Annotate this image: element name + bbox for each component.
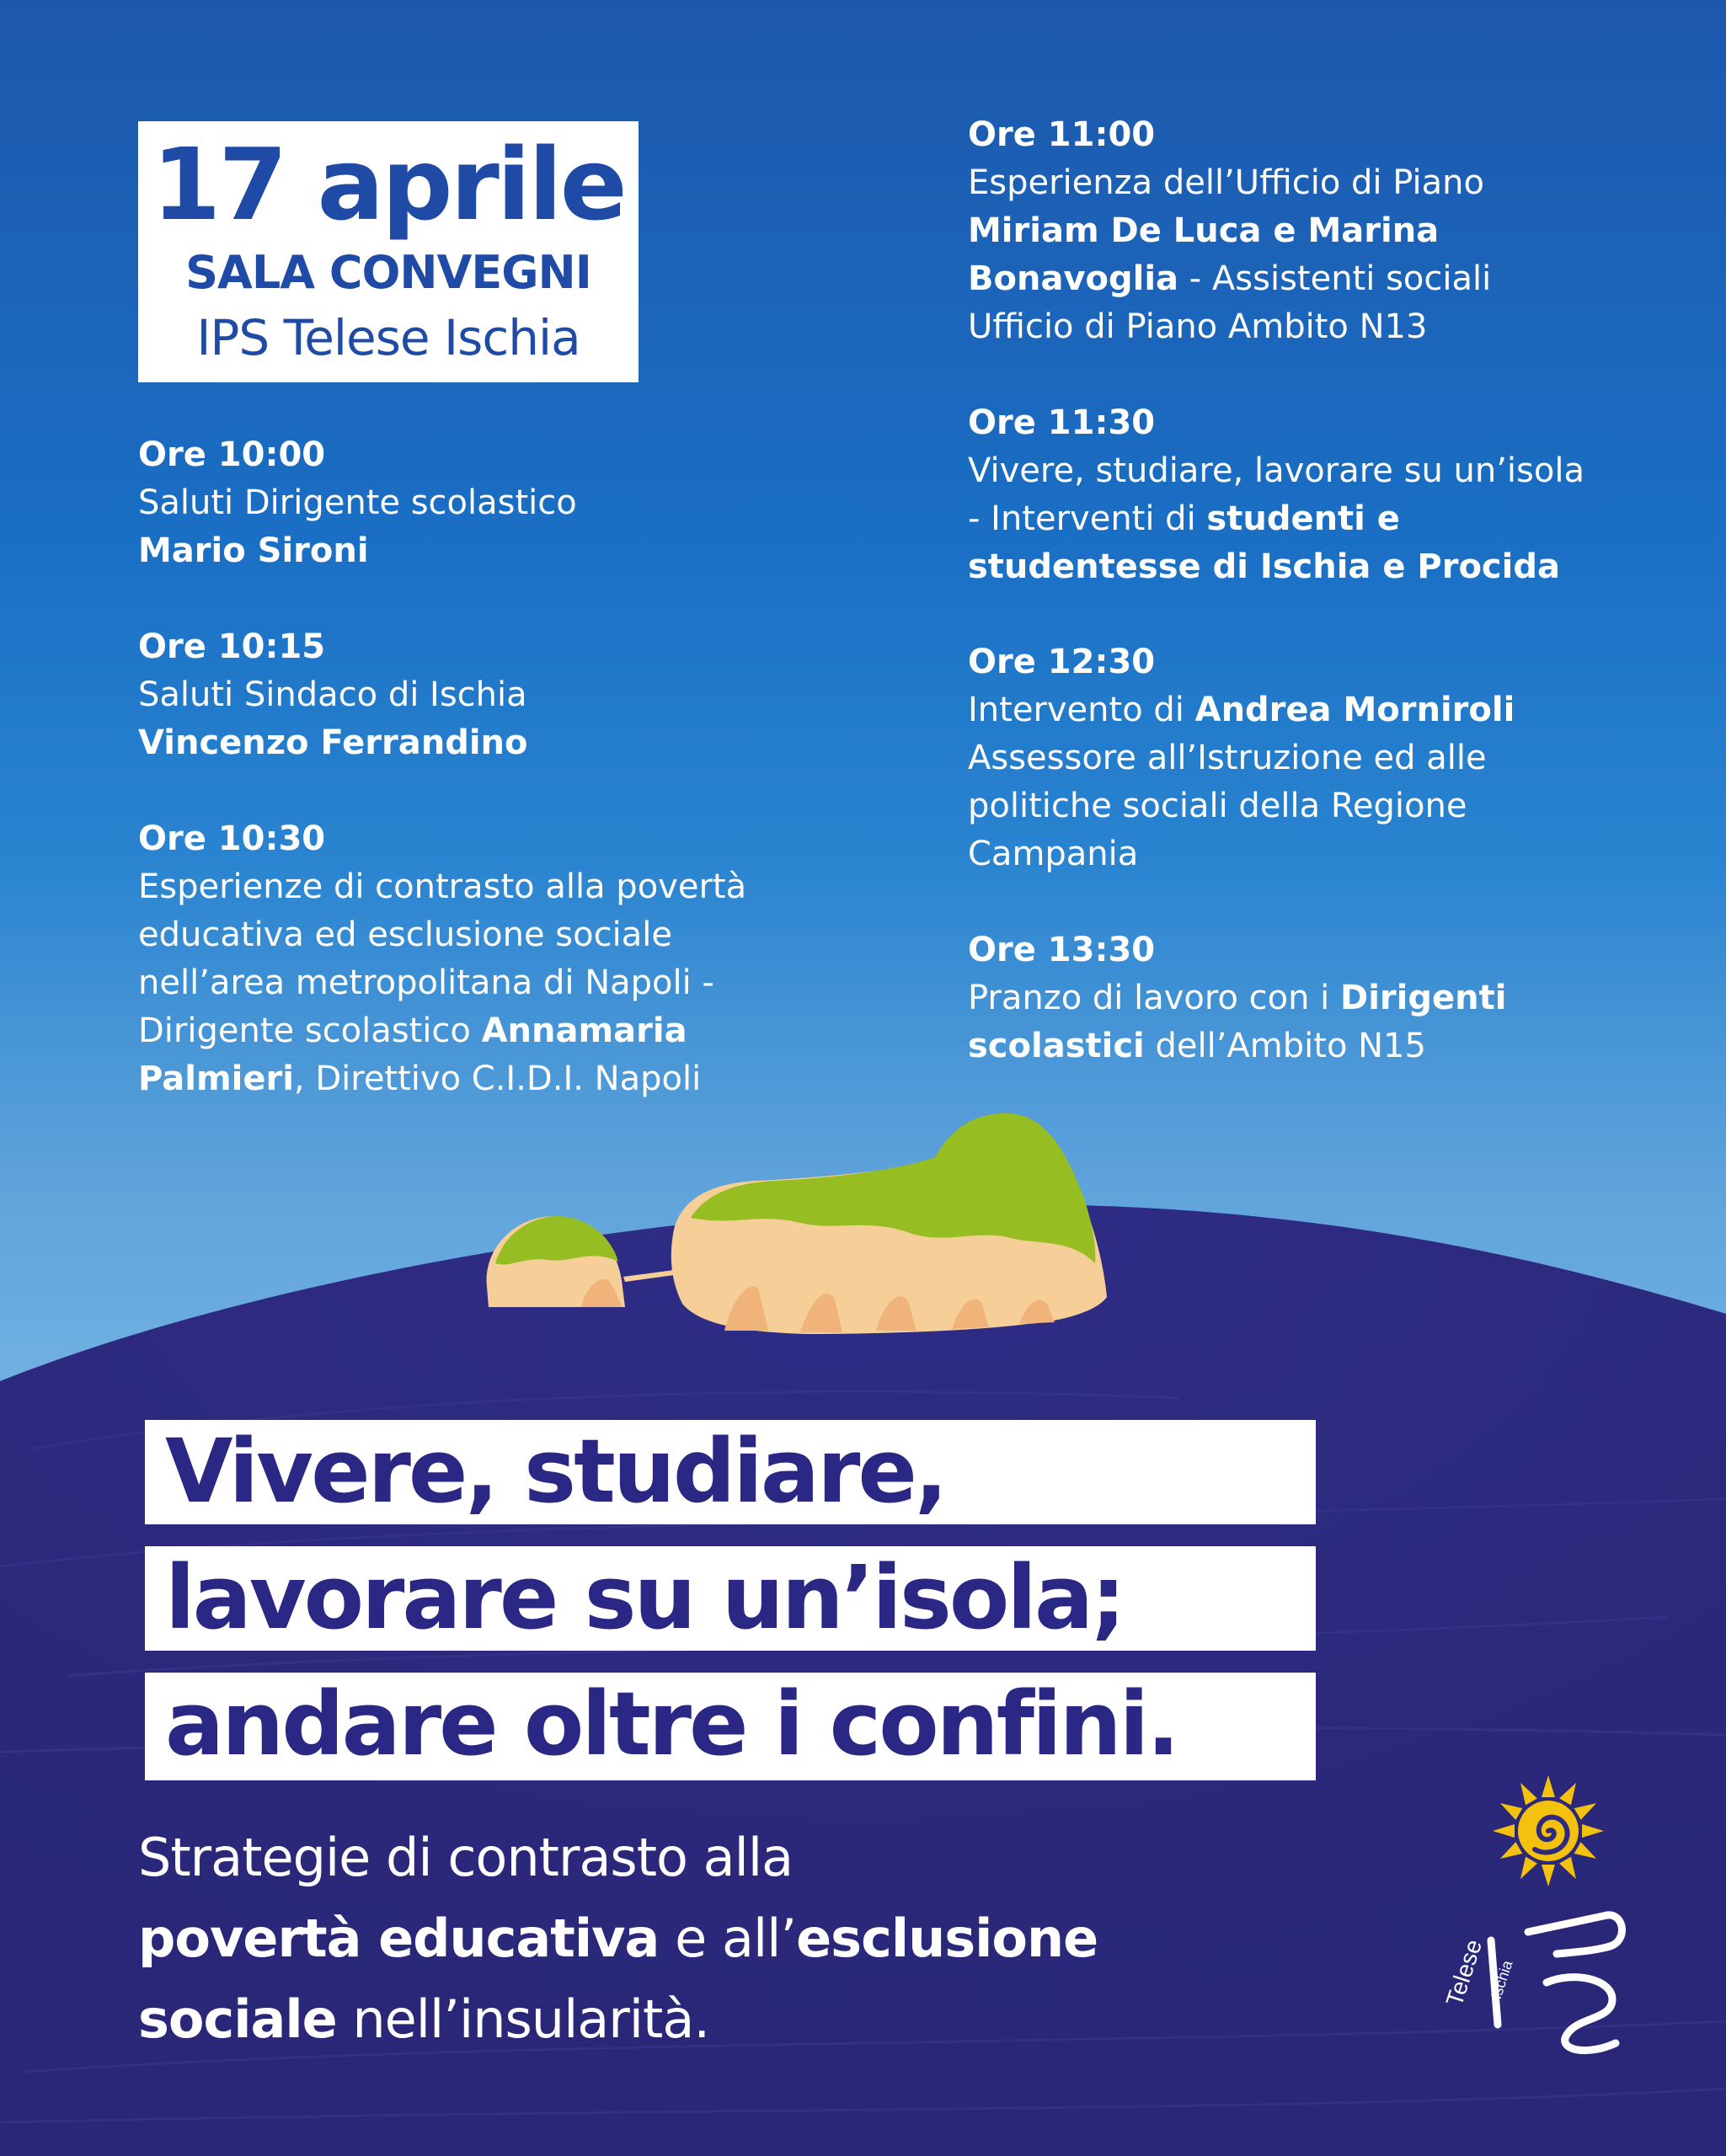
item-text: Esperienze di contrasto alla povertà (138, 867, 747, 906)
item-time: Ore 11:00 (968, 115, 1156, 154)
item-text: - Interventi di (968, 499, 1207, 538)
program-item-1330 (968, 926, 1675, 1070)
subtitle-text: nell’insularità. (336, 1988, 710, 2050)
program-item-1000 (138, 431, 846, 575)
program-item-1015 (138, 623, 846, 767)
item-text: Vivere, studiare, lavorare su un’isola (968, 451, 1584, 490)
subtitle-line: Strategie di contrasto alla (138, 1827, 794, 1888)
item-text: Intervento di (968, 691, 1195, 729)
event-school: IPS Telese Ischia (196, 309, 580, 366)
program-item-1130 (968, 399, 1675, 591)
item-speaker: Mario Sironi (138, 531, 369, 570)
item-text: nell’area metropolitana di Napoli - (138, 963, 714, 1002)
item-text: Saluti Dirigente scolastico (138, 483, 577, 522)
item-time: Ore 11:30 (968, 403, 1156, 442)
item-time: Ore 10:00 (138, 435, 326, 474)
item-time: Ore 10:30 (138, 819, 326, 858)
item-time: Ore 10:15 (138, 627, 326, 666)
item-highlight: scolastici (968, 1027, 1145, 1065)
ips-letters (1491, 1915, 1622, 2051)
item-text: Campania (968, 835, 1139, 873)
program-item-1100 (968, 111, 1675, 351)
item-speaker: Palmieri (138, 1059, 294, 1098)
subtitle-highlight: esclusione (796, 1908, 1098, 1969)
item-text: Esperienza dell’Ufficio di Piano (968, 163, 1484, 202)
subtitle-text: e all’ (659, 1908, 797, 1969)
item-text: politiche sociali della Regione (968, 787, 1467, 825)
item-text: educativa ed esclusione sociale (138, 915, 672, 954)
item-text: dell’Ambito N15 (1144, 1027, 1426, 1065)
big-island (671, 1113, 1107, 1334)
item-text: , Direttivo C.I.D.I. Napoli (293, 1059, 702, 1098)
item-speaker: Miriam De Luca e Marina (968, 211, 1440, 250)
item-text: Assessore all’Istruzione ed alle (968, 739, 1487, 777)
logo-text-telese: Telese (1440, 1936, 1488, 2009)
program-item-1030 (138, 815, 846, 1103)
item-speaker: Bonavoglia (968, 259, 1179, 298)
item-speaker: Andrea Morniroli (1194, 691, 1515, 729)
item-speaker: Vincenzo Ferrandino (138, 723, 528, 762)
event-date: 17 aprile (152, 126, 625, 243)
item-text: - Assistenti sociali (1178, 259, 1492, 298)
title-line-3: andare oltre i confini. (145, 1673, 1316, 1780)
item-time: Ore 12:30 (968, 643, 1156, 681)
logo-text-ischia: Ischia (1487, 1958, 1516, 2002)
item-text: Saluti Sindaco di Ischia (138, 675, 527, 714)
subtitle-highlight: povertà educativa (138, 1908, 660, 1969)
item-time: Ore 13:30 (968, 931, 1156, 969)
date-venue-box (138, 121, 639, 382)
item-speaker: Annamaria (481, 1011, 687, 1050)
sun-icon (1493, 1775, 1604, 1886)
item-highlight: studentesse di Ischia e Procida (968, 547, 1560, 586)
item-highlight: studenti e (1206, 499, 1400, 538)
title-line-2: lavorare su un’isola; (145, 1546, 1316, 1651)
title-line-1: Vivere, studiare, (145, 1420, 1316, 1524)
item-text: Pranzo di lavoro con i (968, 979, 1341, 1017)
item-highlight: Dirigenti (1340, 979, 1507, 1017)
program-item-1230 (968, 638, 1675, 878)
subtitle-highlight: sociale (138, 1988, 337, 2050)
ips-logo (1440, 1772, 1649, 2058)
event-venue: SALA CONVEGNI (185, 246, 591, 299)
item-text: Dirigente scolastico (138, 1011, 482, 1050)
subtitle (138, 1817, 1284, 2060)
item-text: Ufficio di Piano Ambito N13 (968, 307, 1428, 346)
